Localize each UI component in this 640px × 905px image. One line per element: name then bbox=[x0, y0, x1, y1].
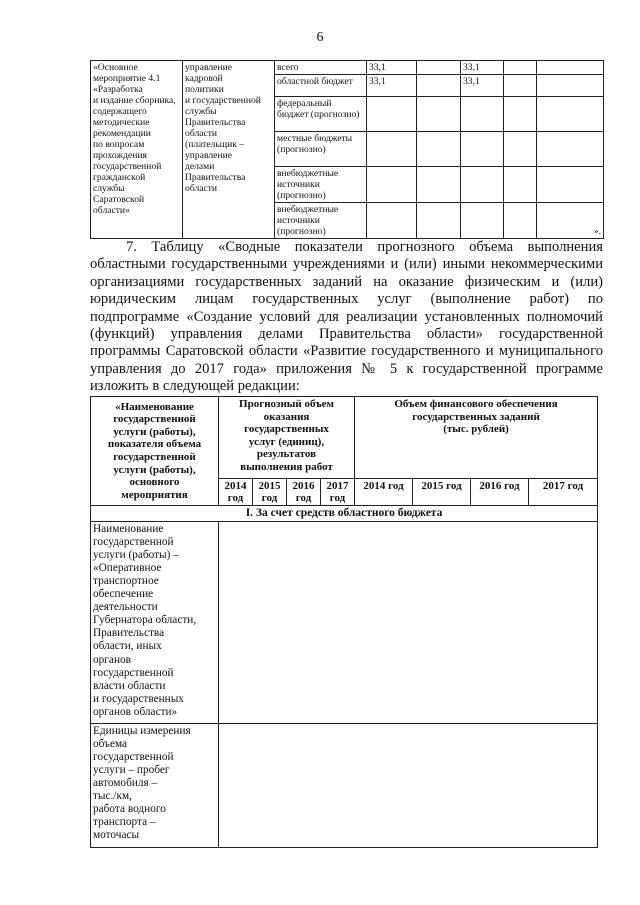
header-line: мероприятия bbox=[121, 488, 188, 501]
empty-cell bbox=[537, 75, 604, 97]
event-name-line: методические bbox=[93, 117, 150, 128]
year-number: 2014 bbox=[224, 480, 247, 492]
row-line: государственной bbox=[93, 666, 174, 679]
row-line: и государственных bbox=[93, 692, 184, 705]
volume-year bbox=[287, 479, 321, 506]
event-name-line: службы bbox=[93, 183, 125, 194]
empty-cell bbox=[417, 61, 461, 75]
instruction-paragraph: 7. Таблицу «Сводные показатели прогнозного объема выполнения областными государственными учреждениями и (или) иными некоммерческими организациями государственных заданий на оказание физическим и (или) юридическим лицам государственных услуг (выполнение работ) по подпрограмме «Создание условий для реализации установленных полномочий (функций) управления делами Правительства области» государственной программы Саратовской области «Развитие государственного и муниципального управления до 2017 года» приложения № 5 к государственной программе изложить в следующей редакции: bbox=[90, 239, 603, 395]
executor-line: области bbox=[185, 183, 218, 194]
empty-cell bbox=[504, 61, 537, 75]
empty-cell bbox=[367, 132, 417, 167]
row-line: «Оперативное bbox=[93, 561, 162, 574]
source-cell: внебюджетные источники (прогнозно) bbox=[275, 167, 367, 203]
header-line: Прогнозный объем bbox=[239, 398, 334, 410]
header-line: государственных bbox=[244, 423, 329, 436]
empty-cell bbox=[417, 75, 461, 97]
empty-cell bbox=[504, 167, 537, 203]
event-name-cell bbox=[91, 61, 183, 239]
source-cell: федеральный бюджет (прогнозно) bbox=[275, 97, 367, 132]
header-line: государственной bbox=[113, 413, 196, 426]
indicators-table bbox=[90, 396, 598, 848]
year-cell: 33,1 bbox=[461, 61, 504, 75]
row-line: объема bbox=[93, 737, 128, 750]
finance-year: 2017 год bbox=[529, 479, 598, 506]
empty-merged-cell bbox=[219, 521, 598, 723]
row-line: моточасы bbox=[93, 829, 140, 842]
executor-line: области bbox=[185, 128, 218, 139]
row-line: государственной bbox=[93, 750, 174, 763]
row-line: государственной bbox=[93, 535, 174, 548]
empty-cell bbox=[504, 97, 537, 132]
executor-line: Правительства bbox=[185, 172, 246, 183]
header-line: оказания bbox=[263, 410, 310, 423]
year-cell: 33,1 bbox=[461, 75, 504, 97]
empty-cell bbox=[537, 167, 604, 203]
total-cell: 33,1 bbox=[367, 61, 417, 75]
row-line: Единицы измерения bbox=[93, 724, 191, 737]
finance-year: 2015 год bbox=[413, 479, 471, 506]
section-title: I. За счет средств областного бюджета bbox=[91, 506, 598, 522]
row-line: услуги (работы) – bbox=[93, 548, 179, 561]
year-unit: год bbox=[261, 492, 278, 504]
header-line: «Наименование bbox=[115, 400, 194, 413]
row-line: органов области» bbox=[93, 705, 178, 718]
empty-cell bbox=[504, 132, 537, 167]
event-name-line: государственной bbox=[93, 161, 162, 172]
volume-year bbox=[253, 479, 287, 506]
empty-cell bbox=[537, 132, 604, 167]
header-line: государственной bbox=[113, 451, 196, 463]
header-line: услуг (единиц), bbox=[248, 435, 325, 448]
row-line: автомобиля – bbox=[93, 776, 158, 789]
page-number: 6 bbox=[316, 30, 324, 45]
finance-year: 2016 год bbox=[471, 479, 529, 506]
row-line: власти области bbox=[93, 679, 166, 692]
executor-line: кадровой bbox=[185, 73, 223, 84]
empty-cell bbox=[504, 203, 537, 239]
row-line: тыс./км, bbox=[93, 790, 132, 803]
header-line: (тыс. рублей) bbox=[443, 423, 509, 436]
volume-year bbox=[321, 479, 355, 506]
row-line: органов bbox=[93, 653, 131, 666]
executor-cell bbox=[183, 61, 275, 239]
header-line: Объем финансового обеспечения bbox=[394, 398, 558, 410]
total-cell: 33,1 bbox=[367, 75, 417, 97]
executor-line: делами bbox=[185, 161, 215, 172]
row-line: деятельности bbox=[93, 601, 158, 614]
header-line: показателя объема bbox=[107, 438, 202, 451]
event-name-line: «Основное bbox=[93, 62, 138, 73]
row-line: услуги – пробег bbox=[93, 763, 170, 776]
funding-table bbox=[90, 60, 604, 239]
event-name-line: области» bbox=[93, 205, 130, 216]
empty-cell bbox=[417, 132, 461, 167]
row-line: работа водного bbox=[93, 803, 166, 816]
source-cell: местные бюджеты (прогнозно) bbox=[275, 132, 367, 167]
source-cell: областной бюджет bbox=[275, 75, 367, 97]
service-name-cell bbox=[91, 521, 219, 723]
row-line: транспорта – bbox=[93, 816, 156, 829]
year-number: 2015 bbox=[258, 480, 281, 492]
unit-of-measure-cell bbox=[91, 723, 219, 847]
empty-cell bbox=[461, 132, 504, 167]
executor-line: и государственной bbox=[185, 95, 261, 106]
empty-cell bbox=[461, 167, 504, 203]
executor-line: (плательщик – bbox=[185, 139, 245, 150]
executor-line: управление bbox=[185, 150, 232, 161]
year-number: 2017 bbox=[326, 480, 349, 492]
finance-year: 2014 год bbox=[355, 479, 413, 506]
empty-cell bbox=[367, 203, 417, 239]
source-cell: всего bbox=[275, 61, 367, 75]
row-line: Губернатора области, bbox=[93, 614, 197, 627]
header-volume bbox=[219, 397, 355, 479]
closing-mark: ». bbox=[537, 203, 604, 239]
event-name-line: прохождения bbox=[93, 150, 147, 161]
event-name-line: «Разработка bbox=[93, 84, 143, 95]
header-line: государственных заданий bbox=[412, 410, 540, 423]
row-line: транспортное bbox=[93, 574, 159, 587]
year-unit: год bbox=[329, 492, 346, 504]
header-line: услуги (работы), bbox=[113, 425, 196, 438]
volume-year bbox=[219, 479, 253, 506]
empty-cell bbox=[461, 97, 504, 132]
empty-cell bbox=[367, 97, 417, 132]
empty-cell bbox=[537, 61, 604, 75]
header-line: результатов bbox=[256, 448, 317, 461]
event-name-line: гражданской bbox=[93, 172, 146, 183]
event-name-line: рекомендации bbox=[93, 128, 151, 139]
event-name-line: по вопросам bbox=[93, 139, 145, 150]
executor-line: политики bbox=[185, 84, 224, 95]
executor-line: Правительства bbox=[185, 117, 246, 128]
row-line: Правительства bbox=[93, 627, 165, 640]
header-finance bbox=[355, 397, 598, 479]
event-name-line: мероприятие 4.1 bbox=[93, 73, 161, 84]
empty-merged-cell bbox=[219, 723, 598, 847]
empty-cell bbox=[504, 75, 537, 97]
executor-line: управление bbox=[185, 62, 232, 73]
empty-cell bbox=[537, 97, 604, 132]
executor-line: службы bbox=[185, 106, 217, 117]
empty-cell bbox=[417, 167, 461, 203]
header-service-name bbox=[91, 397, 219, 506]
header-line: услуги (работы), bbox=[113, 463, 196, 476]
header-line: основного bbox=[129, 476, 180, 489]
header-line: выполнения работ bbox=[240, 460, 333, 473]
year-unit: год bbox=[227, 492, 244, 504]
empty-cell bbox=[367, 167, 417, 203]
row-line: Наименование bbox=[93, 522, 164, 535]
source-cell: внебюджетные источники (прогнозно) bbox=[275, 203, 367, 239]
row-line: обеспечение bbox=[93, 588, 154, 601]
row-line: области, иных bbox=[93, 640, 162, 653]
event-name-line: Саратовской bbox=[93, 194, 145, 205]
empty-cell bbox=[417, 203, 461, 239]
year-number: 2016 bbox=[292, 480, 315, 492]
year-unit: год bbox=[295, 492, 312, 504]
empty-cell bbox=[461, 203, 504, 239]
empty-cell bbox=[417, 97, 461, 132]
event-name-line: содержащего bbox=[93, 106, 147, 117]
event-name-line: и издание сборника, bbox=[93, 95, 176, 106]
